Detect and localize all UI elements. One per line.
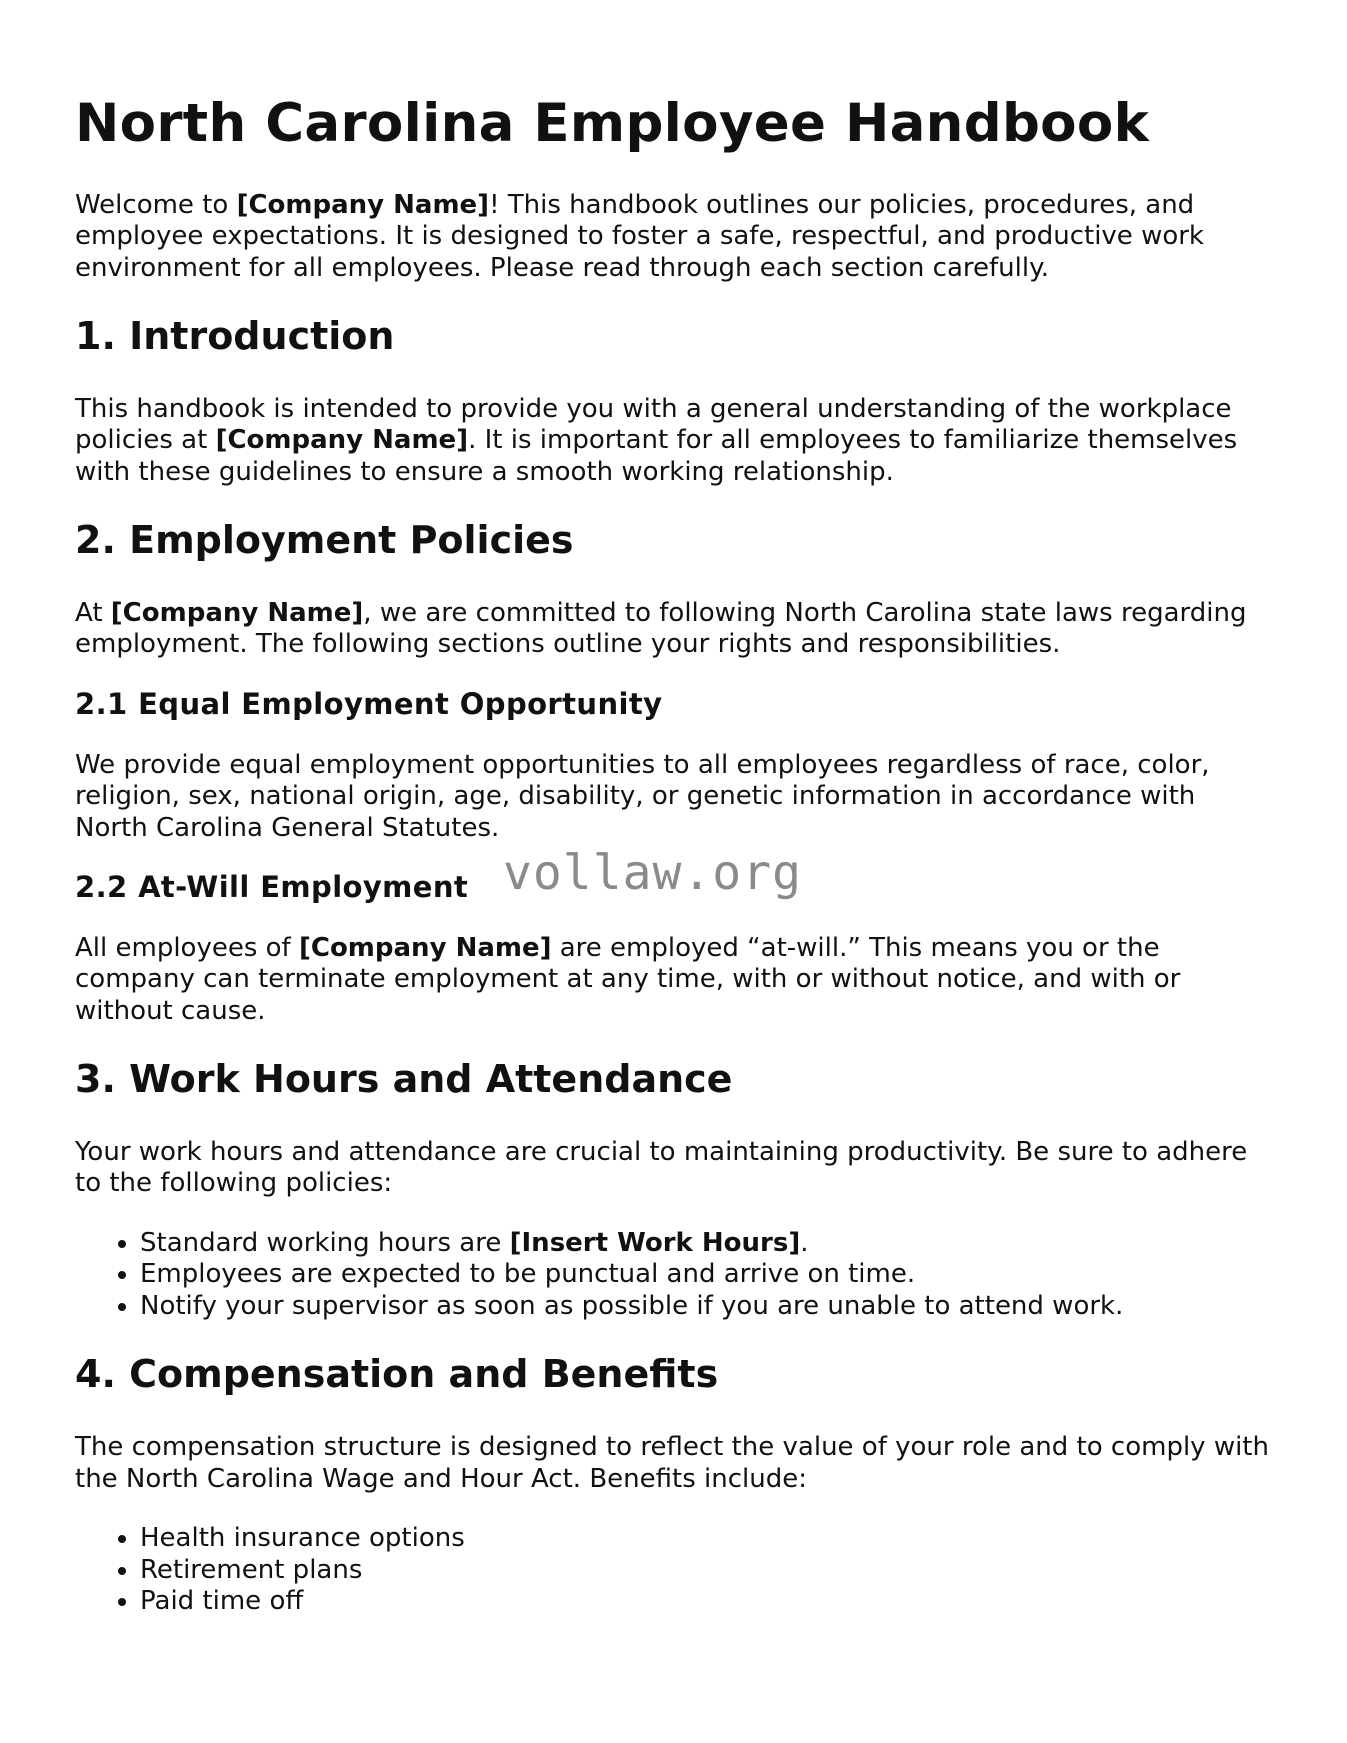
page-title: North Carolina Employee Handbook [75,93,1150,154]
paragraph-text: . It is important for all employees to familiarize themselves with these guidelines to ensure a smooth working relationship. [75,425,1238,487]
company-name-placeholder: [Company Name] [236,189,490,220]
list-item: • Retirement plans [140,1555,1275,1587]
paragraph-text: All employees of [75,932,299,963]
paragraph-text: , we are committed to following North Carolina state laws regarding employment. The following sections outline your rights and responsibilities. [75,597,1247,660]
company-name-placeholder: [Company Name] [110,597,364,628]
work-hours-list [75,1228,1275,1323]
watermark: vollaw.org [503,845,802,901]
list-item-text: Standard working hours are [140,1227,510,1258]
intro-text: Welcome to [75,189,237,220]
section-heading-employment-policies: 2. Employment Policies [75,518,574,563]
company-name-placeholder: [Company Name] [215,425,469,456]
compensation-paragraph: The compensation structure is designed to reflect the value of your role and to comply with the North Carolina Wage and Hour Act. Benefits include: [75,1432,1269,1494]
employment-policies-paragraph [75,598,1275,661]
section-heading-compensation: 4. Compensation and Benefits [75,1352,719,1397]
list-item: • Paid time off [140,1586,1275,1618]
list-item: • Health insurance options [140,1523,1275,1555]
list-item: • Notify your supervisor as soon as possible if you are unable to attend work. [140,1291,1275,1323]
subsection-heading-equal-employment: 2.1 Equal Employment Opportunity [75,686,663,721]
list-item: • Employees are expected to be punctual and arrive on time. [140,1259,1275,1291]
list-item [140,1228,1275,1260]
work-hours-placeholder: [Insert Work Hours] [509,1227,801,1258]
section-heading-work-hours: 3. Work Hours and Attendance [75,1057,733,1102]
at-will-paragraph [75,933,1275,1028]
paragraph-text: This handbook is intended to provide you with a general understanding of the workplace policies at [75,393,1232,456]
intro-text: ! This handbook outlines our policies, procedures, and employee expectations. It is designed to foster a safe, respectful, and productive work environment for all employees. Please read through each section carefully. [75,189,1204,283]
company-name-placeholder: [Company Name] [298,932,552,963]
introduction-paragraph [75,394,1275,489]
list-item-text: . [800,1227,809,1258]
intro-paragraph [75,190,1275,285]
section-heading-introduction: 1. Introduction [75,314,395,359]
subsection-heading-at-will: 2.2 At-Will Employment [75,870,469,905]
paragraph-text: At [75,597,111,628]
equal-employment-paragraph: We provide equal employment opportunities to all employees regardless of race, color, religion, sex, national origin, age, disability, or genetic information in accordance with North Carolina General Statutes. [75,749,1210,843]
paragraph-text: are employed “at-will.” This means you or the company can terminate employment at any time, with or without notice, and with or without cause. [75,932,1181,1026]
benefits-list [75,1523,1275,1618]
work-hours-paragraph: Your work hours and attendance are crucial to maintaining productivity. Be sure to adhere to the following policies: [75,1136,1248,1199]
